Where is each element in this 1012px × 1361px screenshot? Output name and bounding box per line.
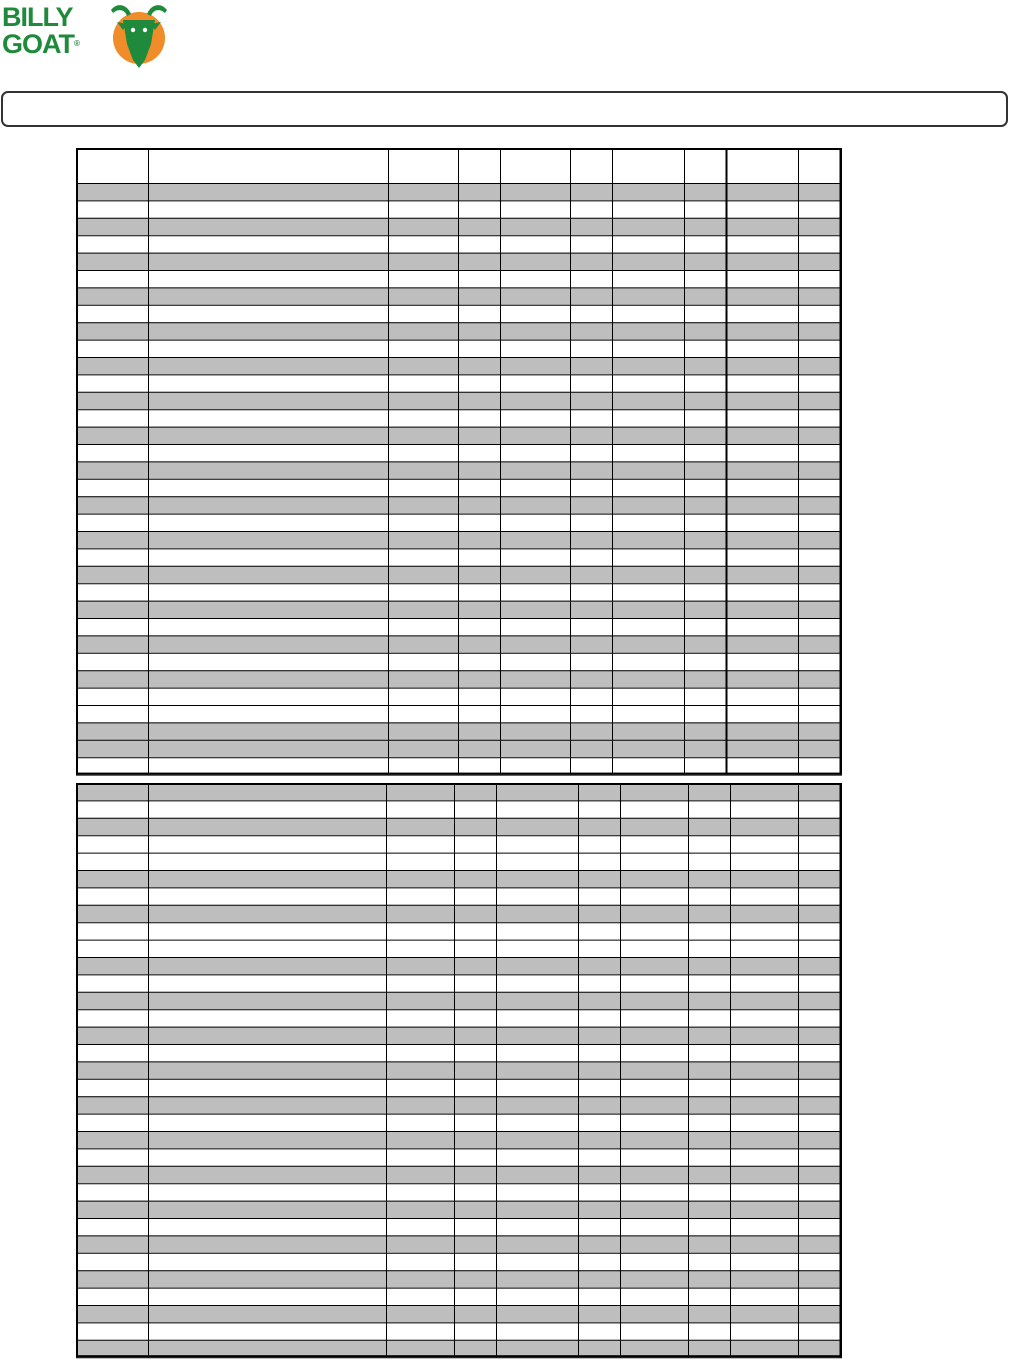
table-row xyxy=(76,992,842,1009)
table-row xyxy=(76,1305,842,1322)
table-row xyxy=(76,922,842,939)
table-row xyxy=(76,1183,842,1200)
goat-head-icon xyxy=(103,0,173,70)
table-row xyxy=(76,1114,842,1131)
table-row xyxy=(76,853,842,870)
table-row xyxy=(76,905,842,922)
lower-parts-grid xyxy=(76,783,844,1361)
table-row xyxy=(76,1131,842,1148)
registered-mark: ® xyxy=(74,39,80,48)
table-row xyxy=(76,1027,842,1044)
table-row xyxy=(76,835,842,852)
table-row xyxy=(76,940,842,957)
lower-parts-table xyxy=(76,783,844,1361)
table-row xyxy=(76,1061,842,1078)
table-row xyxy=(76,1218,842,1235)
table-row xyxy=(76,1340,842,1357)
table-row xyxy=(76,1201,842,1218)
table-row xyxy=(76,957,842,974)
table-row xyxy=(76,870,842,887)
title-bar xyxy=(1,91,1008,127)
table-row xyxy=(76,1148,842,1165)
table-row xyxy=(76,1166,842,1183)
table-row xyxy=(76,818,842,835)
table-row xyxy=(76,974,842,991)
table-row xyxy=(76,1044,842,1061)
table-row xyxy=(76,1235,842,1252)
table-row xyxy=(76,1270,842,1287)
billy-goat-logo xyxy=(0,0,175,72)
logo-wordmark-line2 xyxy=(2,31,80,57)
upper-parts-table xyxy=(76,148,844,782)
table-row xyxy=(76,1288,842,1305)
table-row xyxy=(76,887,842,904)
logo-wordmark-goat: GOAT xyxy=(2,29,74,59)
table-row xyxy=(76,1322,842,1339)
upper-parts-grid xyxy=(76,148,844,782)
table-row xyxy=(76,783,842,800)
table-row xyxy=(76,1096,842,1113)
table-row xyxy=(76,1009,842,1026)
table-row xyxy=(76,800,842,817)
table-row xyxy=(76,1253,842,1270)
table-row xyxy=(76,1079,842,1096)
logo-wordmark-line1: BILLY xyxy=(2,2,73,32)
